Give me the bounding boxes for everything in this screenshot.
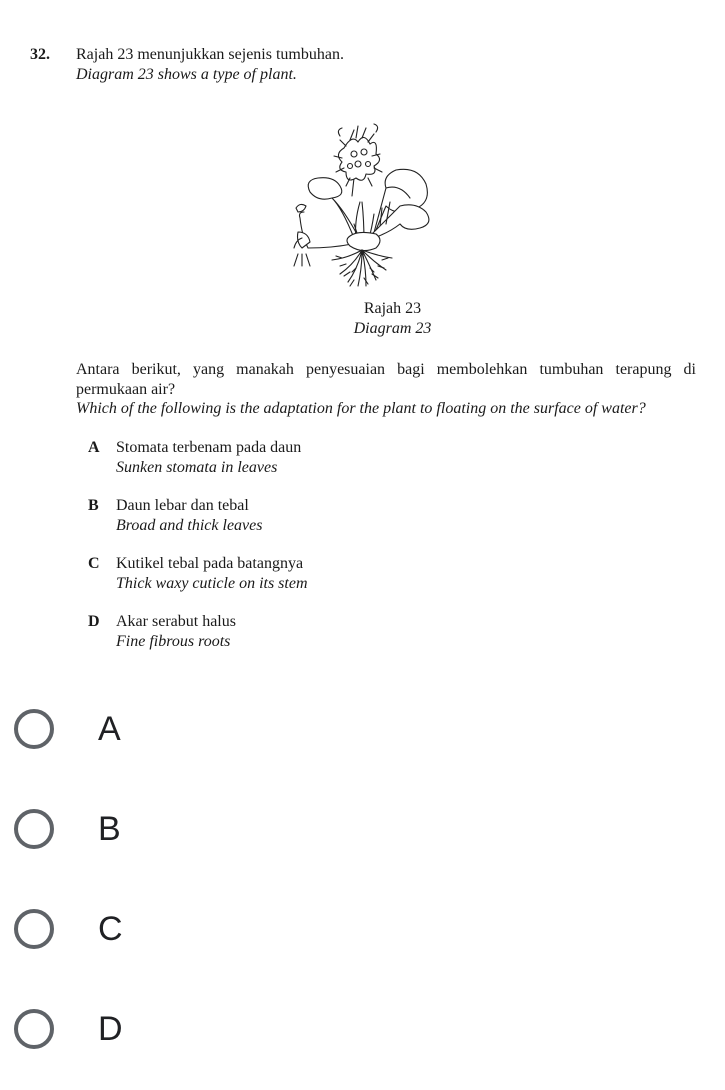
option-text-english: Sunken stomata in leaves: [116, 459, 278, 476]
option-text-malay: Akar serabut halus: [116, 613, 236, 630]
radio-button-c[interactable]: [14, 909, 54, 949]
question-stem-malay: Antara berikut, yang manakah penyesuaian bagi membolehkan tumbuhan terapung di permukaan air?: [76, 361, 696, 398]
option-letter: D: [88, 613, 100, 630]
question-stem-english: Which of the following is the adaptation for the plant to floating on the surface of water?: [76, 400, 646, 417]
answer-choice-label: B: [98, 810, 121, 848]
question-number: 32.: [30, 46, 50, 63]
option-text-english: Broad and thick leaves: [116, 517, 263, 534]
option-letter: C: [88, 555, 100, 572]
answer-choice-a[interactable]: [14, 706, 314, 766]
option-letter: B: [88, 497, 99, 514]
option-text-malay: Stomata terbenam pada daun: [116, 439, 302, 456]
answer-choice-label: A: [98, 710, 121, 748]
answer-choice-label: D: [98, 1010, 123, 1048]
answer-choice-c[interactable]: [14, 906, 314, 966]
answer-choice-d[interactable]: [14, 1006, 314, 1066]
plant-diagram: [280, 108, 450, 290]
radio-button-b[interactable]: [14, 809, 54, 849]
option-text-malay: Daun lebar dan tebal: [116, 497, 249, 514]
answer-choice-label: C: [98, 910, 123, 948]
option-letter: A: [88, 439, 100, 456]
radio-button-d[interactable]: [14, 1009, 54, 1049]
answer-choice-b[interactable]: [14, 806, 314, 866]
radio-button-a[interactable]: [14, 709, 54, 749]
option-text-english: Thick waxy cuticle on its stem: [116, 575, 308, 592]
diagram-caption-malay: Rajah 23: [363, 300, 422, 317]
option-text-english: Fine fibrous roots: [116, 633, 231, 650]
option-text-malay: Kutikel tebal pada batangnya: [116, 555, 304, 572]
question-intro-malay: Rajah 23 menunjukkan sejenis tumbuhan.: [76, 46, 344, 63]
question-intro-english: Diagram 23 shows a type of plant.: [76, 66, 297, 83]
diagram-caption-english: Diagram 23: [353, 320, 432, 337]
